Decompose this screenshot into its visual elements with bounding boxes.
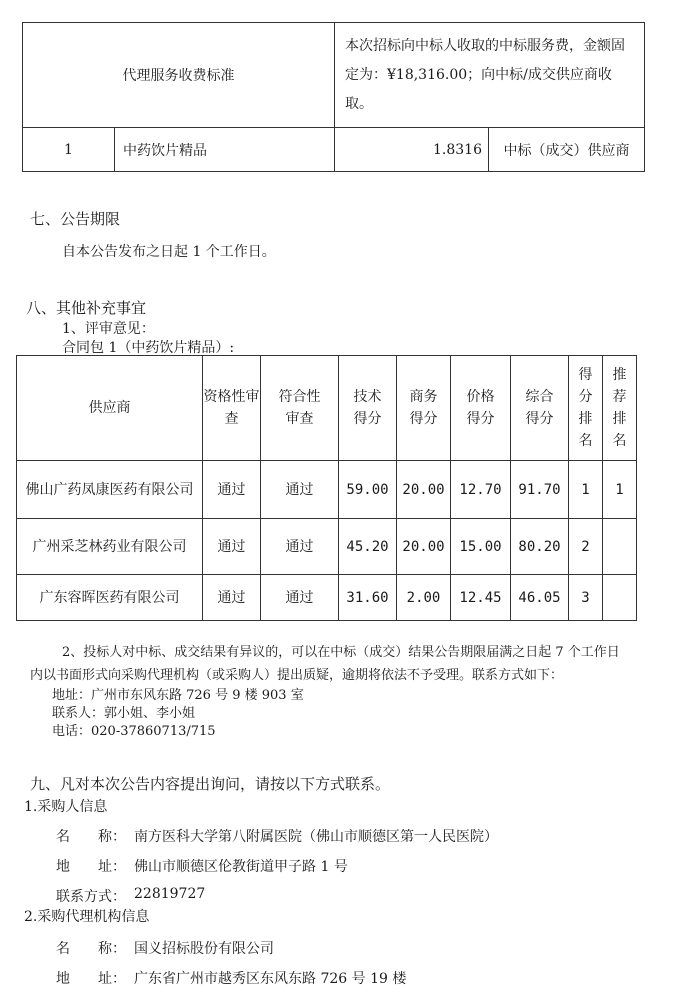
header-conformity: 符合性审查	[261, 356, 339, 461]
table-row	[17, 519, 637, 575]
price-score: 12.45	[451, 575, 511, 621]
fee-row-name: 中药饮片精品	[115, 128, 335, 172]
commercial-score: 2.00	[397, 575, 451, 621]
agency-addr: 广东省广州市越秀区东风东路 726 号 19 楼	[134, 971, 407, 987]
agency-addr-label: 地 址：	[56, 971, 126, 987]
qualification-result: 通过	[203, 575, 261, 621]
fee-row-rate: 1.8316	[335, 128, 489, 172]
header-technical: 技术得分	[339, 356, 397, 461]
qualification-result: 通过	[203, 461, 261, 519]
section8-item2-line1: 2、投标人对中标、成交结果有异议的，可以在中标（成交）结果公告期限届满之日起 7 个工作日	[62, 645, 620, 660]
section8-phone: 电话：020-37860713/715	[52, 724, 216, 739]
header-price: 价格得分	[451, 356, 511, 461]
price-score: 15.00	[451, 519, 511, 575]
supplier-name: 佛山广药凤康医药有限公司	[17, 461, 203, 519]
evaluation-header-row	[17, 356, 637, 461]
section8-address: 地址：广州市东风东路 726 号 9 楼 903 室	[52, 688, 304, 703]
fee-row-index: 1	[23, 128, 115, 172]
overall-score: 91.70	[511, 461, 569, 519]
supplier-name: 广州采芝林药业有限公司	[17, 519, 203, 575]
overall-score: 80.20	[511, 519, 569, 575]
purchaser-title: 1.采购人信息	[24, 799, 108, 815]
purchaser-name: 南方医科大学第八附属医院（佛山市顺德区第一人民医院）	[134, 829, 498, 845]
commercial-score: 20.00	[397, 461, 451, 519]
section8-package: 合同包 1（中药饮片精品）:	[62, 340, 235, 356]
section7-title: 七、公告期限	[30, 210, 121, 228]
agency-name: 国义招标股份有限公司	[134, 941, 274, 957]
purchaser-addr-label: 地 址：	[56, 859, 126, 875]
purchaser-contact: 22819727	[134, 886, 206, 902]
header-supplier: 供应商	[17, 356, 203, 461]
header-recommend-rank: 推荐排名	[603, 356, 637, 461]
section8-item1: 1、评审意见：	[62, 321, 155, 337]
supplier-name: 广东容晖医药有限公司	[17, 575, 203, 621]
section8-item2-line2: 内以书面形式向采购代理机构（或采购人）提出质疑，逾期将依法不予受理。联系方式如下：	[30, 668, 564, 683]
header-qualification: 资格性审查	[203, 356, 261, 461]
overall-score: 46.05	[511, 575, 569, 621]
purchaser-name-label: 名 称：	[56, 829, 126, 845]
section9-title: 九、凡对本次公告内容提出询问，请按以下方式联系。	[30, 775, 391, 793]
agency-title: 2.采购代理机构信息	[24, 909, 150, 925]
recommend-rank: 1	[603, 461, 637, 519]
recommend-rank	[603, 575, 637, 621]
agency-name-label: 名 称：	[56, 941, 126, 957]
table-row	[17, 575, 637, 621]
technical-score: 45.20	[339, 519, 397, 575]
header-score-rank: 得分排名	[569, 356, 603, 461]
purchaser-contact-label: 联系方式：	[56, 889, 126, 905]
fee-description: 本次招标向中标人收取的中标服务费，金额固定为：¥18,316.00；向中标/成交供应商收取。	[335, 23, 645, 128]
header-commercial: 商务得分	[397, 356, 451, 461]
section8-contact: 联系人：郭小姐、李小姐	[52, 706, 196, 721]
conformity-result: 通过	[261, 575, 339, 621]
section7-text: 自本公告发布之日起 1 个工作日。	[62, 244, 276, 260]
purchaser-addr: 佛山市顺德区伦教街道甲子路 1 号	[134, 859, 348, 875]
technical-score: 31.60	[339, 575, 397, 621]
fee-row-payer: 中标（成交）供应商	[489, 128, 645, 172]
section8-title: 八、其他补充事宜	[26, 299, 147, 317]
score-rank: 2	[569, 519, 603, 575]
table-row	[17, 461, 637, 519]
score-rank: 3	[569, 575, 603, 621]
technical-score: 59.00	[339, 461, 397, 519]
recommend-rank	[603, 519, 637, 575]
qualification-result: 通过	[203, 519, 261, 575]
commercial-score: 20.00	[397, 519, 451, 575]
conformity-result: 通过	[261, 461, 339, 519]
price-score: 12.70	[451, 461, 511, 519]
fee-table	[22, 22, 645, 172]
fee-label: 代理服务收费标准	[23, 23, 335, 128]
conformity-result: 通过	[261, 519, 339, 575]
header-overall: 综合得分	[511, 356, 569, 461]
score-rank: 1	[569, 461, 603, 519]
evaluation-table	[16, 355, 637, 621]
